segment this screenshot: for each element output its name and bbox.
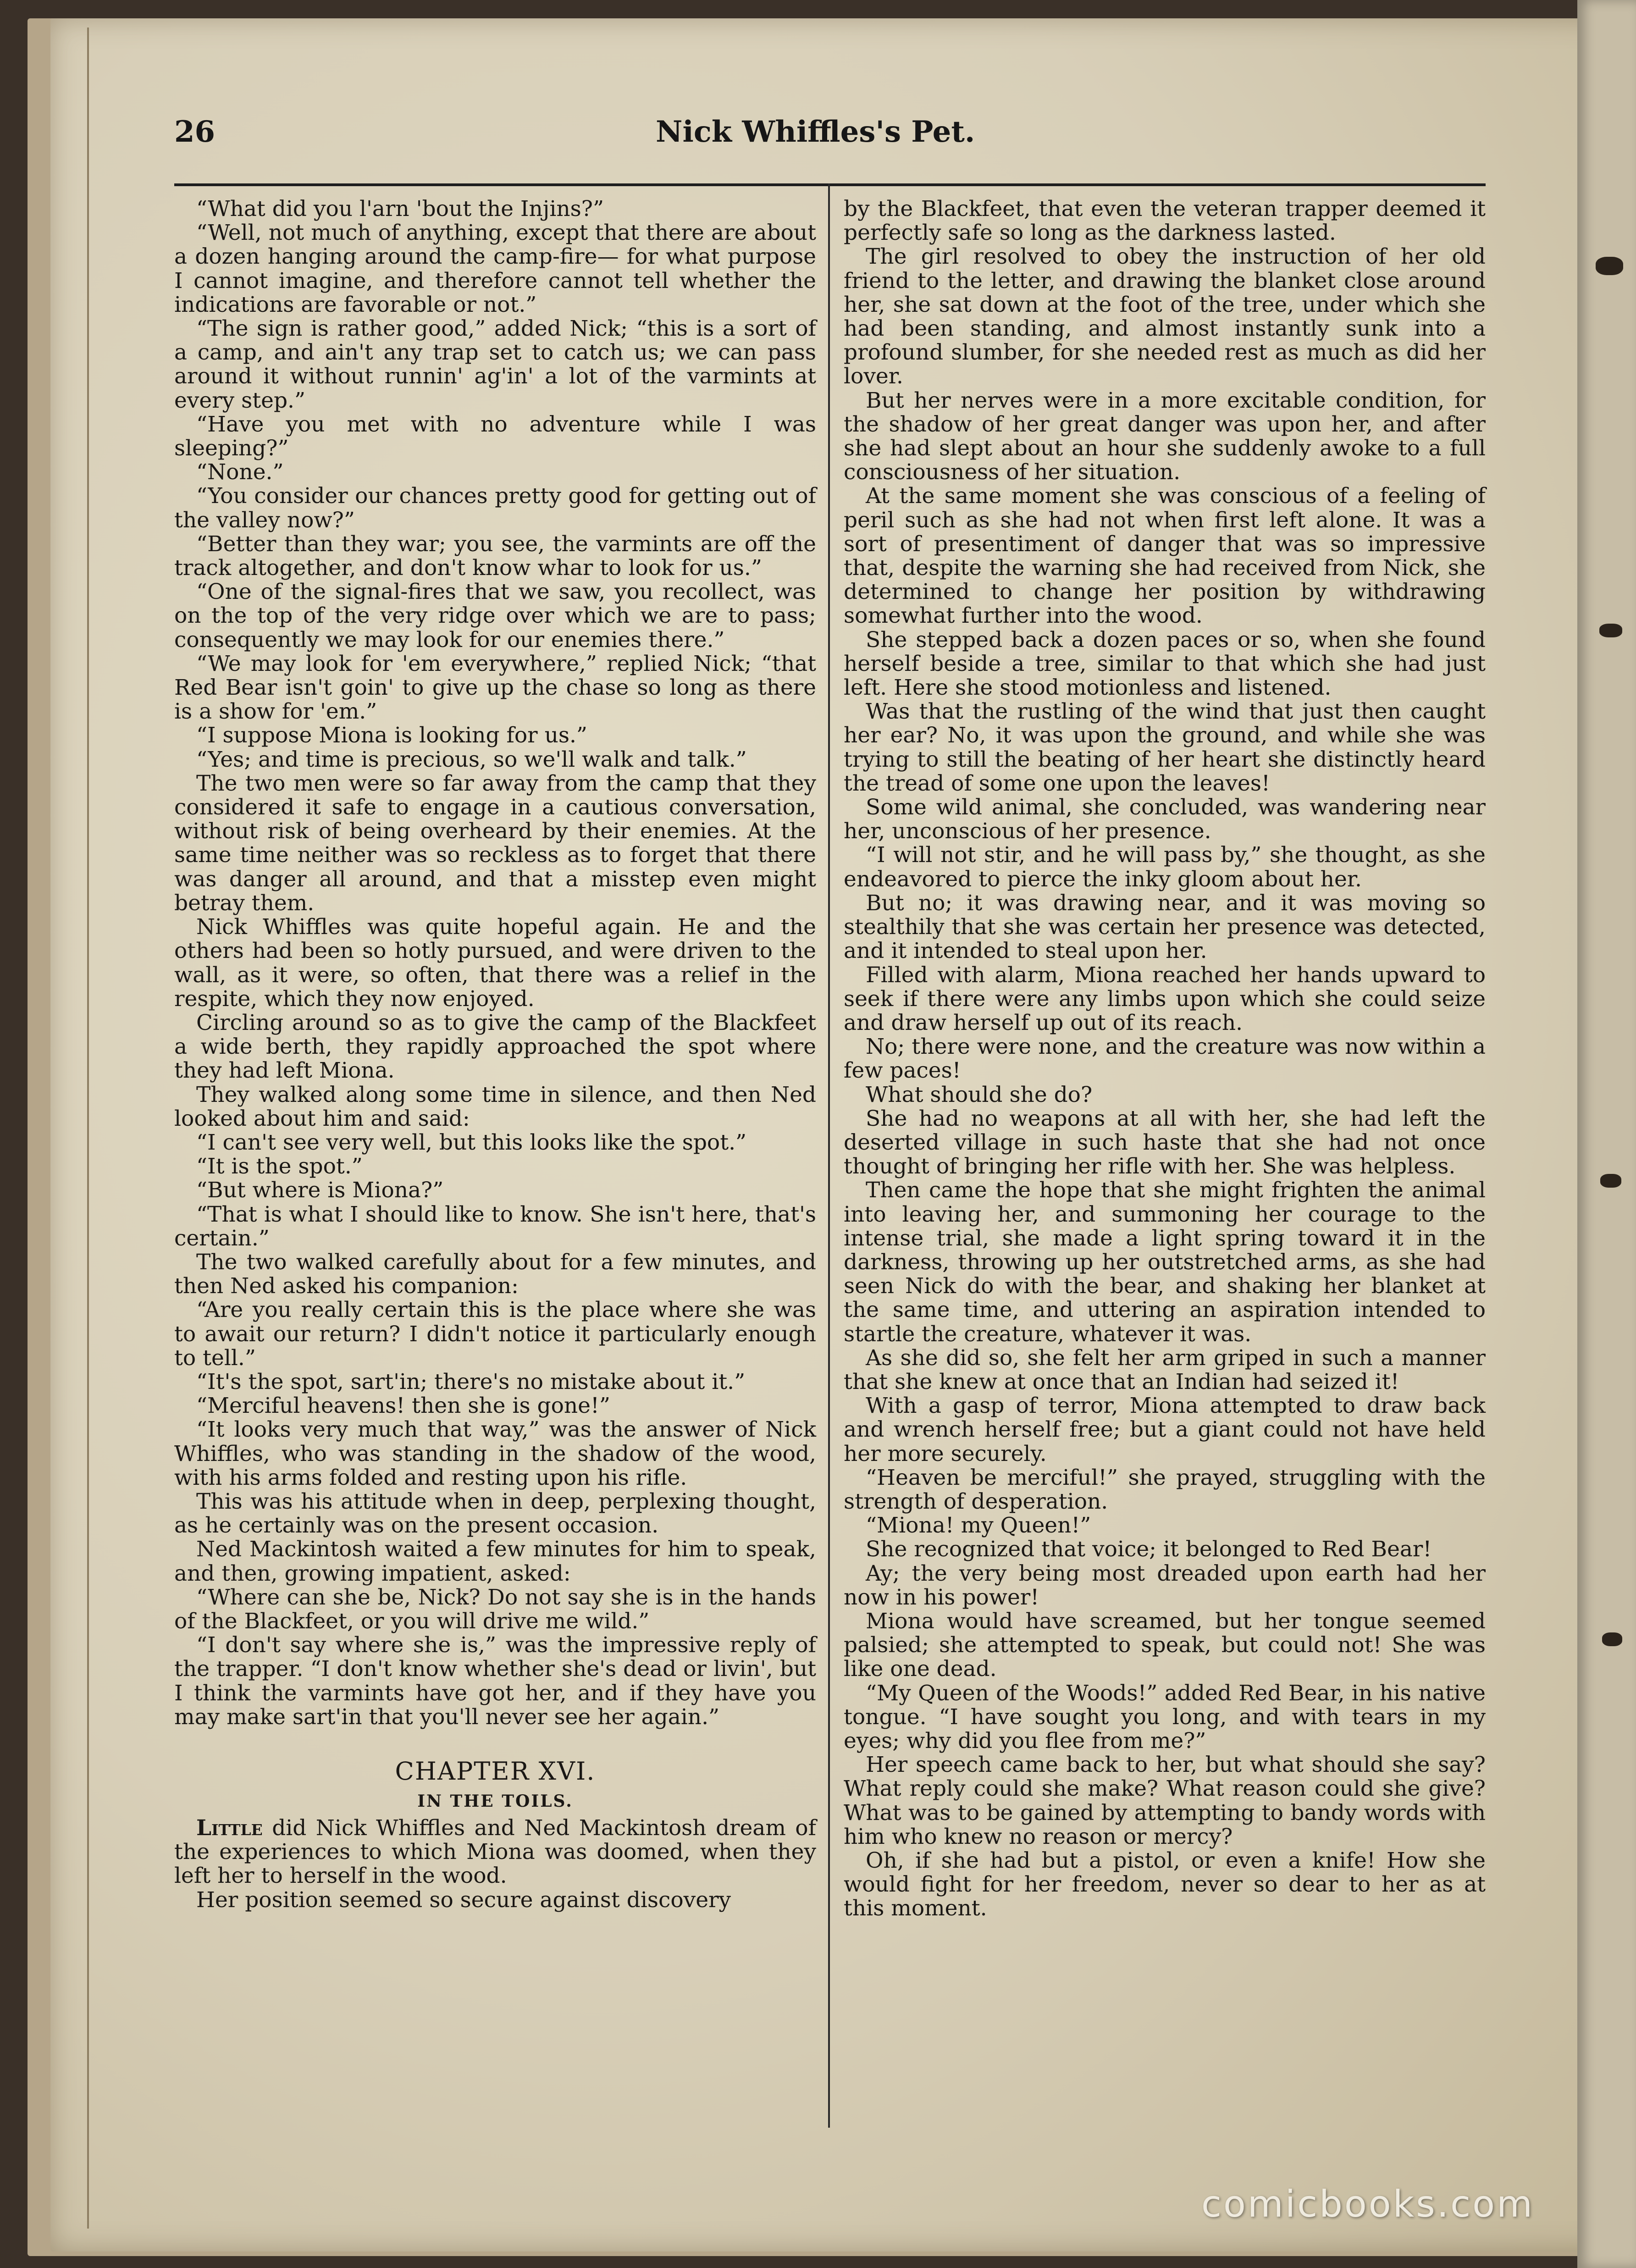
paragraph: “One of the signal-fires that we saw, you recollect, was on the top of the very ridge over which we are to pass; consequently we may look for our enemies there.” xyxy=(174,579,816,653)
paragraph: They walked along some time in silence, and then Ned looked about him and said: xyxy=(174,1082,816,1131)
paragraph: “I suppose Miona is looking for us.” xyxy=(196,723,587,748)
chapter-opening-paragraph xyxy=(174,1816,816,1888)
paragraph: “I don't say where she is,” was the impressive reply of the trapper. “I don't know whether she's dead or livin', but I think the varmints have got her, and if they have you may make sart'in that you'll never see her again.” xyxy=(174,1632,816,1730)
paragraph: “Yes; and time is precious, so we'll walk and talk.” xyxy=(196,747,747,772)
chapter-title: CHAPTER XVI. xyxy=(395,1757,596,1786)
paragraph: “I can't see very well, but this looks like the spot.” xyxy=(196,1129,747,1155)
paper-damage-spot xyxy=(1599,624,1622,637)
paragraph: “What did you l'arn 'bout the Injins?” xyxy=(196,196,604,221)
paragraph: No; there were none, and the creature was now within a few paces! xyxy=(844,1034,1486,1084)
chapter-opening-text: did Nick Whiffles and Ned Mackintosh dream of the experiences to which Miona was doomed, when they left her to herself in the wood. xyxy=(174,1815,816,1889)
paragraph: She had no weapons at all with her, she had left the deserted village in such haste that she had not once thought of bringing her rifle with her. She was helpless. xyxy=(844,1106,1486,1179)
paragraph: “Better than they war; you see, the varmints are off the track altogether, and don't know whar to look for us.” xyxy=(174,531,816,581)
paragraph: “You consider our chances pretty good for getting out of the valley now?” xyxy=(174,483,816,533)
header-rule xyxy=(174,183,1486,186)
paragraph: She recognized that voice; it belonged to Red Bear! xyxy=(866,1537,1432,1562)
paper-damage-spot xyxy=(1600,1174,1621,1188)
right-column-paragraphs xyxy=(844,197,1486,1921)
site-watermark: comicbooks.com xyxy=(1201,2183,1535,2225)
column-divider xyxy=(828,183,830,2128)
paragraph: With a gasp of terror, Miona attempted to draw back and wrench herself free; but a giant could not have held her more securely. xyxy=(844,1393,1486,1466)
paragraph: “Heaven be merciful!” she prayed, struggling with the strength of desperation. xyxy=(844,1465,1486,1514)
paragraph: The two walked carefully about for a few minutes, and then Ned asked his companion: xyxy=(174,1249,816,1299)
paragraph: Filled with alarm, Miona reached her hands upward to seek if there were any limbs upon which she could seize and draw herself up out of its reach. xyxy=(844,962,1486,1035)
paragraph: Ned Mackintosh waited a few minutes for him to speak, and then, growing impatient, asked: xyxy=(174,1537,816,1586)
paragraph: But no; it was drawing near, and it was moving so stealthily that she was certain her presence was detected, and it intended to steal upon her. xyxy=(844,890,1486,964)
paragraph: The girl resolved to obey the instruction of her old friend to the letter, and drawing the blanket close around her, she sat down at the foot of the tree, under which she had been standing, and almost instantly sunk into a profound slumber, for she needed rest as much as did her lover. xyxy=(844,244,1486,389)
paragraph: Oh, if she had but a pistol, or even a knife! How she would fight for her freedom, never so dear to her as at this moment. xyxy=(844,1848,1486,1921)
paragraph: “Where can she be, Nick? Do not say she is in the hands of the Blackfeet, or you will drive me wild.” xyxy=(174,1584,816,1634)
paragraph: She stepped back a dozen paces or so, when she found herself beside a tree, similar to that which she had just left. Here she stood motionless and listened. xyxy=(844,627,1486,701)
paper-damage-spot xyxy=(1602,1632,1622,1646)
paragraph: “Are you really certain this is the place where she was to await our return? I didn't notice it particularly enough to tell.” xyxy=(174,1297,816,1371)
paragraph: “I will not stir, and he will pass by,” she thought, as she endeavored to pierce the inky gloom about her. xyxy=(844,842,1486,892)
paragraph: “But where is Miona?” xyxy=(196,1178,444,1203)
paragraph: What should she do? xyxy=(866,1082,1093,1107)
chapter-paragraph: Her position seemed so secure against discovery xyxy=(196,1887,731,1913)
paragraph: “My Queen of the Woods!” added Red Bear, in his native tongue. “I have sought you long, and with tears in my eyes; why did you flee from me?” xyxy=(844,1680,1486,1754)
paper-damage-spot xyxy=(1596,257,1623,275)
paragraph: “That is what I should like to know. She isn't here, that's certain.” xyxy=(174,1201,816,1251)
right-column xyxy=(844,197,1486,1921)
paragraph: Her speech came back to her, but what should she say? What reply could she make? What reason could she give? What was to be gained by attempting to bandy words with him who knew no reason or mercy? xyxy=(844,1752,1486,1849)
chapter-subtitle: IN THE TOILS. xyxy=(417,1792,573,1811)
binding-edge xyxy=(87,28,89,2229)
paragraph: Then came the hope that she might frighten the animal into leaving her, and summoning her courage to the intense trial, she made a light spring toward it in the darkness, throwing up her outstretched arms, as she had seen Nick do with the bear, and shaking her blanket at the same time, and uttering an aspiration intended to startle the creature, whatever it was. xyxy=(844,1178,1486,1347)
paragraph: At the same moment she was conscious of a feeling of peril such as she had not when first left alone. It was a sort of presentiment of danger that was so impressive that, despite the warning she had received from Nick, she determined to change her position by withdrawing somewhat further into the wood. xyxy=(844,483,1486,629)
chapter-lead-word: Little xyxy=(196,1815,263,1841)
paragraph: As she did so, she felt her arm griped in such a manner that she knew at once that an Indian had seized it! xyxy=(844,1345,1486,1394)
paragraph: This was his attitude when in deep, perplexing thought, as he certainly was on the present occasion. xyxy=(174,1488,816,1538)
left-column xyxy=(174,197,816,1912)
paragraph: Miona would have screamed, but her tongue seemed palsied; she attempted to speak, but could not! She was like one dead. xyxy=(844,1608,1486,1682)
paragraph: The two men were so far away from the camp that they considered it safe to engage in a cautious conversation, without risk of being overheard by their enemies. At the same time neither was so reckless as to forget that there was danger all around, and that a misstep even might betray them. xyxy=(174,770,816,916)
paragraph: “Have you met with no adventure while I was sleeping?” xyxy=(174,411,816,461)
paragraph: “It looks very much that way,” was the answer of Nick Whiffles, who was standing in the shadow of the wood, with his arms folded and resting upon his rifle. xyxy=(174,1417,816,1490)
paragraph: “None.” xyxy=(196,459,284,485)
paragraph: Ay; the very being most dreaded upon earth had her now in his power! xyxy=(844,1560,1486,1610)
running-title: Nick Whiffles's Pet. xyxy=(656,115,975,149)
paragraph: Some wild animal, she concluded, was wandering near her, unconscious of her presence. xyxy=(844,795,1486,844)
paragraph: “It is the spot.” xyxy=(196,1154,363,1179)
paragraph: Circling around so as to give the camp of the Blackfeet a wide berth, they rapidly approached the spot where they had left Miona. xyxy=(174,1010,816,1084)
paragraph: Nick Whiffles was quite hopeful again. He and the others had been so hotly pursued, and were driven to the wall, as it were, so often, that there was a relief in the respite, which they now enjoyed. xyxy=(174,914,816,1012)
paragraph: “Well, not much of anything, except that there are about a dozen hanging around the camp-fire— for what purpose I cannot imagine, and therefore cannot tell whether the indications are favorable or not.” xyxy=(174,220,816,317)
paragraph: “Merciful heavens! then she is gone!” xyxy=(196,1393,610,1419)
page-header xyxy=(174,115,1504,170)
paragraph: by the Blackfeet, that even the veteran trapper deemed it perfectly safe so long as the darkness lasted. xyxy=(844,196,1486,246)
paragraph: Was that the rustling of the wind that just then caught her ear? No, it was upon the ground, and while she was trying to still the beating of her heart she distinctly heard the tread of some one upon the leaves! xyxy=(844,699,1486,796)
page-number: 26 xyxy=(174,115,216,149)
paragraph: But her nerves were in a more excitable condition, for the shadow of her great danger was upon her, and after she had slept about an hour she suddenly awoke to a full consciousness of her situation. xyxy=(844,387,1486,485)
right-page-edge xyxy=(1577,0,1636,2268)
paragraph: “It's the spot, sart'in; there's no mistake about it.” xyxy=(196,1369,746,1394)
paragraph: “Miona! my Queen!” xyxy=(866,1513,1091,1538)
paragraph: “The sign is rather good,” added Nick; “this is a sort of a camp, and ain't any trap set to catch us; we can pass around it without runnin' ag'in' a lot of the varmints at every step.” xyxy=(174,316,816,413)
paragraph: “We may look for 'em everywhere,” replied Nick; “that Red Bear isn't goin' to give up the chase so long as there is a show for 'em.” xyxy=(174,651,816,725)
left-column-paragraphs xyxy=(174,197,816,1729)
